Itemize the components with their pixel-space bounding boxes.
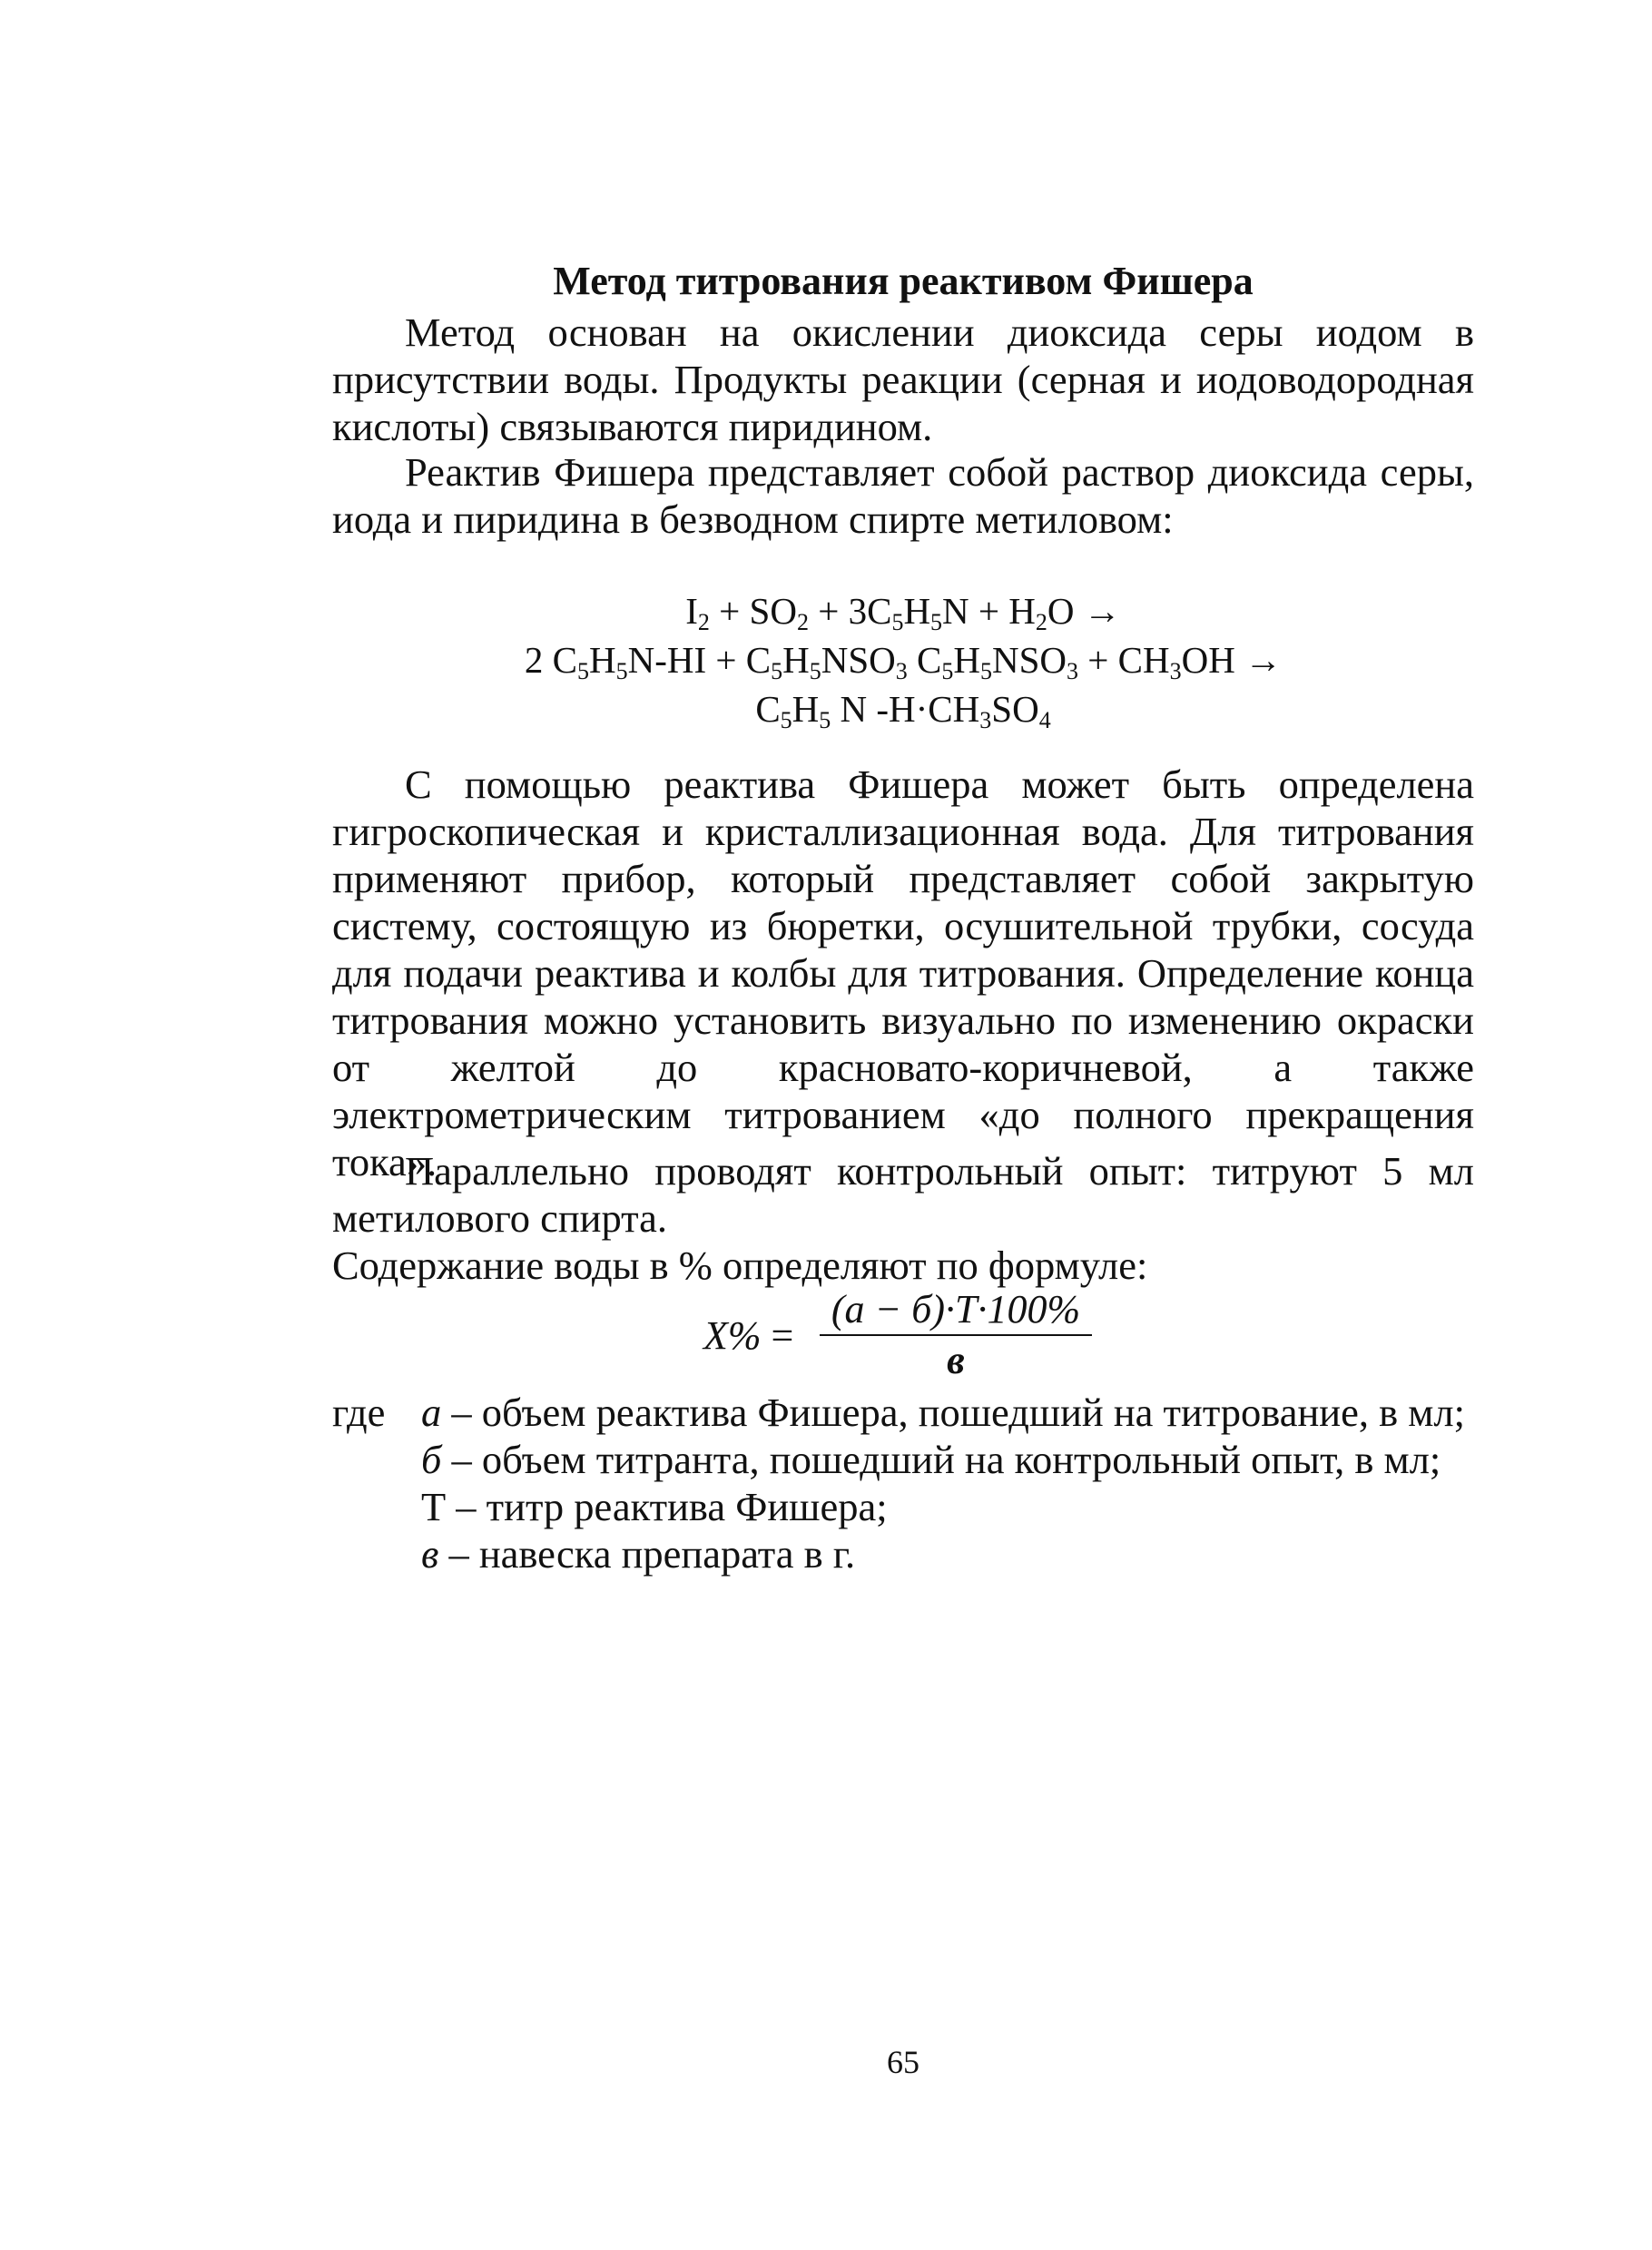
subscript: 5 <box>930 609 943 635</box>
formula-lhs <box>703 1312 793 1359</box>
legend-where-label: где <box>332 1390 386 1435</box>
subscript: 3 <box>1169 658 1182 684</box>
legend-text: – объем титранта, пошедший на контрольный опыт, в мл; <box>441 1437 1441 1482</box>
subscript: 5 <box>780 707 792 733</box>
paragraph-text: Содержание воды в % определяют по формуле: <box>332 1243 1148 1288</box>
formula-equals: = <box>771 1313 794 1358</box>
legend-text: – навеска препарата в г. <box>438 1531 856 1577</box>
formula-lhs-symbol: X% <box>703 1313 762 1358</box>
fraction-bar <box>820 1334 1092 1336</box>
paragraph-control-experiment <box>332 1147 1474 1242</box>
subscript: 3 <box>979 707 992 733</box>
legend-row <box>332 1530 1474 1577</box>
legend-item <box>421 1436 1441 1483</box>
legend-row <box>332 1483 1474 1530</box>
paragraph-titration-procedure <box>332 761 1474 1185</box>
formula-fraction <box>820 1287 1092 1381</box>
paragraph-method-basis <box>332 309 1474 450</box>
subscript: 5 <box>819 707 831 733</box>
subscript: 5 <box>980 658 992 684</box>
paragraph-water-content <box>332 1242 1474 1289</box>
formula-legend <box>332 1389 1474 1577</box>
reaction-line-1: $I_2 + SO_2 + 3C_5H_5N + H_2O$ → <box>685 590 1121 635</box>
subscript: 5 <box>577 658 590 684</box>
subscript: 2 <box>1035 609 1047 635</box>
formula-denominator: в <box>947 1338 965 1382</box>
paragraph-reagent-description <box>332 448 1474 543</box>
paragraph-text: Параллельно проводят контрольный опыт: титруют 5 мл метилового спирта. <box>332 1148 1474 1241</box>
formula-numerator: (а − б)·T·100% <box>831 1287 1081 1331</box>
legend-text: – объем реактива Фишера, пошедший на титрование, в мл; <box>441 1390 1465 1435</box>
subscript: 5 <box>771 658 783 684</box>
section-title: Метод титрования реактивом Фишера <box>553 259 1254 303</box>
legend-row <box>332 1436 1474 1483</box>
subscript: 4 <box>1038 707 1051 733</box>
subscript: 5 <box>615 658 628 684</box>
legend-item <box>421 1530 855 1577</box>
reaction-line-2: 2 $C_5H_5N-HI + C_5H_5NSO_3$ $C_5H_5NSO_3 + CH_3OH$ → <box>524 639 1283 684</box>
subscript: 5 <box>891 609 904 635</box>
subscript: 3 <box>895 658 908 684</box>
page-number: 65 <box>887 2044 919 2080</box>
legend-symbol: а <box>421 1390 442 1435</box>
paragraph-text: С помощью реактива Фишера может быть определена гигроскопическая и кристаллизационная вода. Для титрования применяют прибор, который представляет собой закрытую систему, состоящую из бюретки, осушительной трубки, сосуда для подачи реактива и колбы для титрования. Определение конца титрования можно установить визуально по изменению окраски от желтой до красновато-коричневой, а также электрометрическим титрованием «до полного прекращения тока». <box>332 761 1474 1184</box>
legend-row <box>332 1389 1474 1436</box>
legend-symbol: б <box>421 1437 442 1482</box>
subscript: 5 <box>809 658 821 684</box>
subscript: 2 <box>697 609 710 635</box>
subscript: 2 <box>796 609 809 635</box>
legend-item <box>421 1483 888 1530</box>
paragraph-text: Метод основан на окислении диоксида серы иодом в присутствии воды. Продукты реакции (серная и иодоводородная кислоты) связываются пиридином. <box>332 309 1474 449</box>
legend-item <box>421 1389 1465 1436</box>
paragraph-text: Реактив Фишера представляет собой раствор диоксида серы, иода и пиридина в безводном спирте метиловом: <box>332 449 1474 542</box>
reaction-line-3: $C_5H_5$ N $-H\cdot CH_3SO_4$ <box>755 688 1051 733</box>
legend-text: Т – титр реактива Фишера; <box>421 1484 888 1529</box>
legend-symbol: в <box>421 1531 439 1577</box>
subscript: 3 <box>1067 658 1079 684</box>
subscript: 5 <box>941 658 954 684</box>
